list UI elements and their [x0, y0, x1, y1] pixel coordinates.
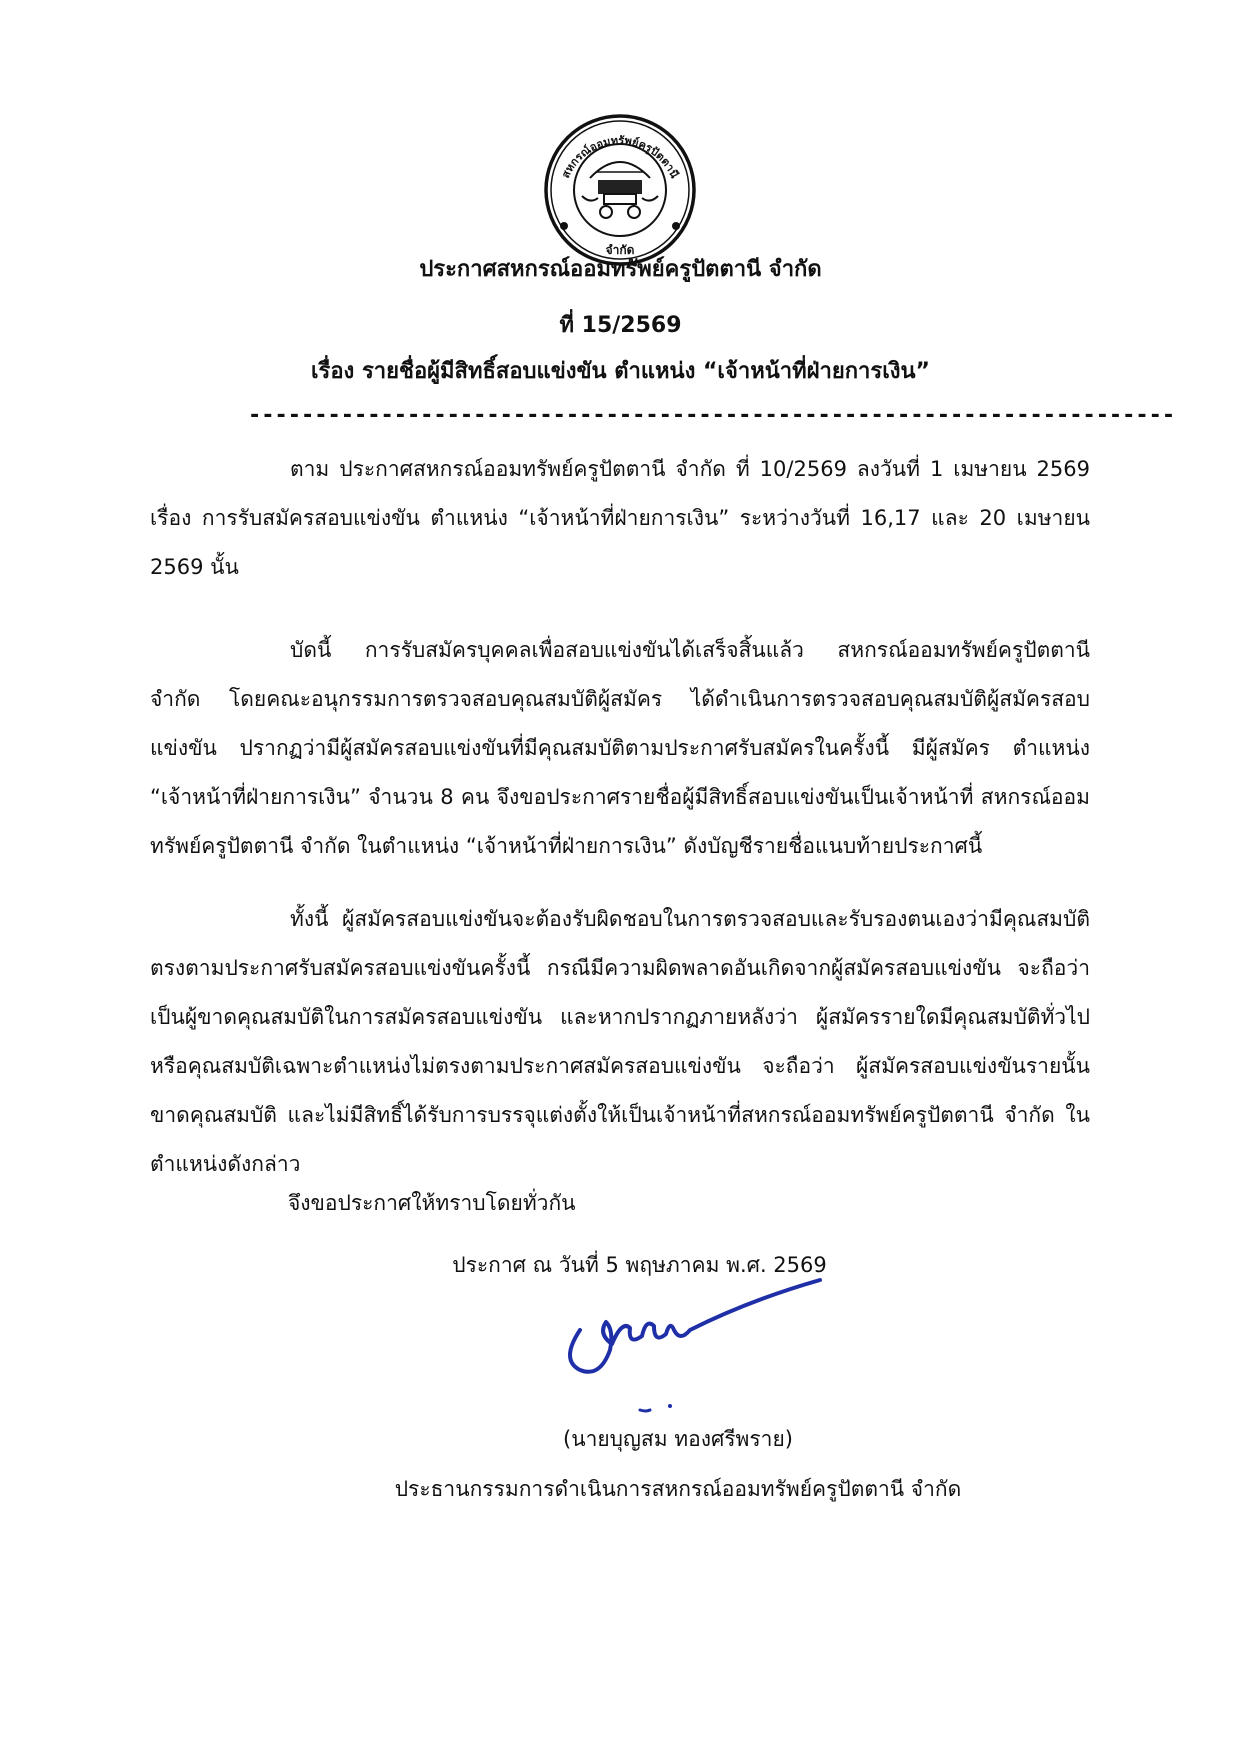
paragraph-2-text: บัดนี้ การรับสมัครบุคคลเพื่อสอบแข่งขันได้เสร็จสิ้นแล้ว สหกรณ์ออมทรัพย์ครูปัตตานี จำกัด โดยคณะอนุกรรมการตรวจสอบคุณสมบัติผู้สมัคร ได้ดำเนินการตรวจสอบคุณสมบัติผู้สมัครสอบแข่งขัน ปรากฏว่ามีผู้สมัครสอบแข่งขันที่มีคุณสมบัติตามประกาศรับสมัครในครั้งนี้ มีผู้สมัคร ตำแหน่ง “เจ้าหน้าที่ฝ่ายการเงิน” จำนวน 8 คน จึงขอประกาศรายชื่อผู้มีสิทธิ์สอบแข่งขันเป็นเจ้าหน้าที่ สหกรณ์ออมทรัพย์ครูปัตตานี จำกัด ในตำแหน่ง “เจ้าหน้าที่ฝ่ายการเงิน” ดังบัญชีรายชื่อแนบท้ายประกาศนี้ [150, 638, 1090, 858]
cooperative-seal-logo [542, 108, 698, 272]
svg-text:จำกัด: จำกัด [605, 243, 635, 257]
svg-text:สหกรณ์ออมทรัพย์ครูปัตตานี: สหกรณ์ออมทรัพย์ครูปัตตานี [558, 133, 682, 181]
paragraph-3-text: ทั้งนี้ ผู้สมัครสอบแข่งขันจะต้องรับผิดชอบในการตรวจสอบและรับรองตนเองว่ามีคุณสมบัติตรงตามประกาศรับสมัครสอบแข่งขันครั้งนี้ กรณีมีความผิดพลาดอันเกิดจากผู้สมัครสอบแข่งขัน จะถือว่าเป็นผู้ขาดคุณสมบัติในการสมัครสอบแข่งขัน และหากปรากฏภายหลังว่า ผู้สมัครรายใดมีคุณสมบัติทั่วไปหรือคุณสมบัติเฉพาะตำแหน่งไม่ตรงตามประกาศสมัครสอบแข่งขัน จะถือว่า ผู้สมัครสอบแข่งขันรายนั้นขาดคุณสมบัติ และไม่มีสิทธิ์ได้รับการบรรจุแต่งตั้งให้เป็นเจ้าหน้าที่สหกรณ์ออมทรัพย์ครูปัตตานี จำกัด ในตำแหน่งดังกล่าว [150, 907, 1090, 1176]
announcement-number: ที่ 15/2569 [559, 313, 682, 338]
announcement-subject: เรื่อง รายชื่อผู้มีสิทธิ์สอบแข่งขัน ตำแหน่ง “เจ้าหน้าที่ฝ่ายการเงิน” [311, 359, 930, 384]
handwritten-signature [550, 1270, 840, 1420]
body-paragraph-3 [150, 895, 1090, 1189]
announcement-title: ประกาศสหกรณ์ออมทรัพย์ครูปัตตานี จำกัด [419, 257, 822, 282]
paragraph-1-text: ตาม ประกาศสหกรณ์ออมทรัพย์ครูปัตตานี จำกัด ที่ 10/2569 ลงวันที่ 1 เมษายน 2569 เรื่อง การรับสมัครสอบแข่งขัน ตำแหน่ง “เจ้าหน้าที่ฝ่ายการเงิน” ระหว่างวันที่ 16,17 และ 20 เมษายน 2569 นั้น [150, 457, 1090, 579]
body-paragraph-2 [150, 626, 1090, 871]
closing-statement: จึงขอประกาศให้ทราบโดยทั่วกัน [288, 1191, 576, 1215]
announcement-date: ประกาศ ณ วันที่ 5 พฤษภาคม พ.ศ. 2569 [452, 1253, 827, 1277]
signer-position: ประธานกรรมการดำเนินการสหกรณ์ออมทรัพย์ครูปัตตานี จำกัด [394, 1477, 962, 1501]
heading-divider: ---------------------------------------------------------------------- [248, 403, 1176, 428]
signer-name: (นายบุญสม ทองศรีพราย) [563, 1427, 793, 1451]
body-paragraph-1 [150, 445, 1090, 592]
